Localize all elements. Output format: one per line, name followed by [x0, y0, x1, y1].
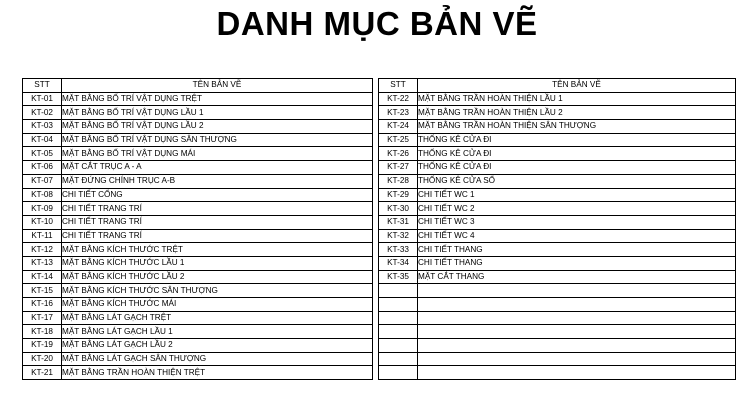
row-drawing-name-cell: THỐNG KÊ CỬA ĐI — [418, 161, 736, 175]
table-row — [23, 256, 373, 270]
row-stt-cell: KT-14 — [23, 270, 62, 284]
table-row — [23, 133, 373, 147]
row-drawing-name-cell: MẶT BẰNG KÍCH THƯỚC LẦU 2 — [62, 270, 373, 284]
row-drawing-name-cell — [418, 311, 736, 325]
row-drawing-name-cell: THỐNG KÊ CỬA ĐI — [418, 147, 736, 161]
drawing-list-table-left — [22, 78, 373, 380]
row-stt-cell: KT-32 — [379, 229, 418, 243]
row-stt-cell: KT-20 — [23, 352, 62, 366]
table-row — [23, 161, 373, 175]
row-drawing-name-cell — [418, 298, 736, 312]
row-stt-cell — [379, 339, 418, 353]
column-header-name: TÊN BẢN VẼ — [62, 79, 373, 93]
table-row — [23, 174, 373, 188]
row-stt-cell: KT-27 — [379, 161, 418, 175]
row-drawing-name-cell: THỐNG KÊ CỬA ĐI — [418, 133, 736, 147]
table-row — [379, 188, 736, 202]
table-row — [379, 311, 736, 325]
row-drawing-name-cell: MẶT CẮT TRỤC A - A — [62, 161, 373, 175]
table-row — [379, 174, 736, 188]
row-stt-cell: KT-16 — [23, 298, 62, 312]
table-row — [379, 120, 736, 134]
table-row — [379, 92, 736, 106]
table-row — [23, 106, 373, 120]
row-stt-cell — [379, 352, 418, 366]
row-drawing-name-cell — [418, 352, 736, 366]
table-row — [379, 352, 736, 366]
table-row — [379, 256, 736, 270]
row-stt-cell: KT-17 — [23, 311, 62, 325]
table-row — [379, 284, 736, 298]
row-stt-cell: KT-07 — [23, 174, 62, 188]
table-row — [23, 339, 373, 353]
row-stt-cell: KT-13 — [23, 256, 62, 270]
row-drawing-name-cell: CHI TIẾT WC 3 — [418, 215, 736, 229]
row-drawing-name-cell: MẶT BẰNG LÁT GẠCH LẦU 2 — [62, 339, 373, 353]
row-drawing-name-cell: MẶT BẰNG LÁT GẠCH TRỆT — [62, 311, 373, 325]
table-header-row — [23, 79, 373, 93]
row-drawing-name-cell: MẶT BẰNG TRẦN HOÀN THIỆN LẦU 2 — [418, 106, 736, 120]
table-body-left — [23, 92, 373, 379]
table-row — [379, 202, 736, 216]
row-drawing-name-cell: MẶT BẰNG TRẦN HOÀN THIỆN TRỆT — [62, 366, 373, 380]
row-drawing-name-cell — [418, 339, 736, 353]
row-stt-cell: KT-01 — [23, 92, 62, 106]
row-drawing-name-cell — [418, 366, 736, 380]
row-stt-cell — [379, 284, 418, 298]
table-row — [23, 284, 373, 298]
row-drawing-name-cell: MẶT BẰNG BỐ TRÍ VẬT DỤNG LẦU 1 — [62, 106, 373, 120]
row-drawing-name-cell: MẶT ĐỨNG CHÍNH TRỤC A-B — [62, 174, 373, 188]
row-stt-cell: KT-03 — [23, 120, 62, 134]
table-row — [379, 339, 736, 353]
row-stt-cell — [379, 325, 418, 339]
row-drawing-name-cell: MẶT CẮT THANG — [418, 270, 736, 284]
table-row — [379, 298, 736, 312]
row-stt-cell: KT-31 — [379, 215, 418, 229]
row-drawing-name-cell: THỐNG KÊ CỬA SỔ — [418, 174, 736, 188]
row-stt-cell: KT-21 — [23, 366, 62, 380]
row-stt-cell: KT-33 — [379, 243, 418, 257]
table-row — [23, 120, 373, 134]
row-stt-cell: KT-18 — [23, 325, 62, 339]
row-stt-cell: KT-34 — [379, 256, 418, 270]
row-stt-cell: KT-26 — [379, 147, 418, 161]
table-header-row — [379, 79, 736, 93]
row-drawing-name-cell: CHI TIẾT THANG — [418, 256, 736, 270]
table-row — [23, 147, 373, 161]
table-row — [379, 147, 736, 161]
row-stt-cell: KT-09 — [23, 202, 62, 216]
table-row — [23, 92, 373, 106]
column-header-name: TÊN BẢN VẼ — [418, 79, 736, 93]
row-stt-cell: KT-11 — [23, 229, 62, 243]
table-row — [379, 106, 736, 120]
row-drawing-name-cell: MẶT BẰNG TRẦN HOÀN THIỆN SÂN THƯỢNG — [418, 120, 736, 134]
table-row — [379, 270, 736, 284]
table-row — [23, 243, 373, 257]
row-drawing-name-cell: MẶT BẰNG LÁT GẠCH LẦU 1 — [62, 325, 373, 339]
row-stt-cell: KT-10 — [23, 215, 62, 229]
table-row — [379, 325, 736, 339]
row-drawing-name-cell: MẶT BẰNG KÍCH THƯỚC SÂN THƯỢNG — [62, 284, 373, 298]
row-drawing-name-cell: MẶT BẰNG BỐ TRÍ VẬT DỤNG LẦU 2 — [62, 120, 373, 134]
row-drawing-name-cell: MẶT BẰNG KÍCH THƯỚC LẦU 1 — [62, 256, 373, 270]
table-row — [23, 311, 373, 325]
row-drawing-name-cell: CHI TIẾT CỔNG — [62, 188, 373, 202]
row-drawing-name-cell: CHI TIẾT TRANG TRÍ — [62, 215, 373, 229]
table-row — [23, 325, 373, 339]
row-stt-cell: KT-22 — [379, 92, 418, 106]
row-stt-cell: KT-08 — [23, 188, 62, 202]
row-drawing-name-cell: MẶT BẰNG KÍCH THƯỚC MÁI — [62, 298, 373, 312]
row-drawing-name-cell — [418, 325, 736, 339]
row-stt-cell: KT-04 — [23, 133, 62, 147]
row-stt-cell: KT-05 — [23, 147, 62, 161]
table-row — [379, 366, 736, 380]
row-stt-cell: KT-19 — [23, 339, 62, 353]
row-stt-cell: KT-02 — [23, 106, 62, 120]
row-stt-cell: KT-15 — [23, 284, 62, 298]
page-title: DANH MỤC BẢN VẼ — [216, 5, 538, 42]
column-header-stt: STT — [23, 79, 62, 93]
column-header-stt: STT — [379, 79, 418, 93]
row-stt-cell: KT-35 — [379, 270, 418, 284]
table-row — [23, 188, 373, 202]
table-row — [379, 161, 736, 175]
row-stt-cell — [379, 298, 418, 312]
row-drawing-name-cell: CHI TIẾT WC 1 — [418, 188, 736, 202]
table-body-right — [379, 92, 736, 379]
row-stt-cell — [379, 366, 418, 380]
row-drawing-name-cell: CHI TIẾT TRANG TRÍ — [62, 229, 373, 243]
row-stt-cell: KT-30 — [379, 202, 418, 216]
table-row — [23, 215, 373, 229]
row-stt-cell: KT-23 — [379, 106, 418, 120]
table-row — [379, 229, 736, 243]
row-drawing-name-cell: CHI TIẾT WC 2 — [418, 202, 736, 216]
table-row — [23, 352, 373, 366]
row-stt-cell: KT-12 — [23, 243, 62, 257]
table-row — [379, 215, 736, 229]
row-stt-cell — [379, 311, 418, 325]
row-drawing-name-cell: CHI TIẾT THANG — [418, 243, 736, 257]
table-row — [23, 229, 373, 243]
table-row — [23, 366, 373, 380]
table-row — [379, 133, 736, 147]
table-row — [23, 270, 373, 284]
drawing-list-table-right — [378, 78, 736, 380]
table-row — [23, 298, 373, 312]
row-stt-cell: KT-24 — [379, 120, 418, 134]
row-stt-cell: KT-29 — [379, 188, 418, 202]
row-drawing-name-cell: MẶT BẰNG TRẦN HOÀN THIỆN LẦU 1 — [418, 92, 736, 106]
table-row — [379, 243, 736, 257]
row-drawing-name-cell: MẶT BẰNG KÍCH THƯỚC TRỆT — [62, 243, 373, 257]
row-drawing-name-cell: MẶT BẰNG BỐ TRÍ VẬT DỤNG MÁI — [62, 147, 373, 161]
row-drawing-name-cell: CHI TIẾT TRANG TRÍ — [62, 202, 373, 216]
row-stt-cell: KT-25 — [379, 133, 418, 147]
row-drawing-name-cell: CHI TIẾT WC 4 — [418, 229, 736, 243]
row-stt-cell: KT-06 — [23, 161, 62, 175]
table-row — [23, 202, 373, 216]
row-drawing-name-cell: MẶT BẰNG BỐ TRÍ VẬT DỤNG SÂN THƯỢNG — [62, 133, 373, 147]
row-drawing-name-cell: MẶT BẰNG LÁT GẠCH SÂN THƯỢNG — [62, 352, 373, 366]
row-drawing-name-cell — [418, 284, 736, 298]
row-drawing-name-cell: MẶT BẰNG BỐ TRÍ VẬT DỤNG TRỆT — [62, 92, 373, 106]
row-stt-cell: KT-28 — [379, 174, 418, 188]
